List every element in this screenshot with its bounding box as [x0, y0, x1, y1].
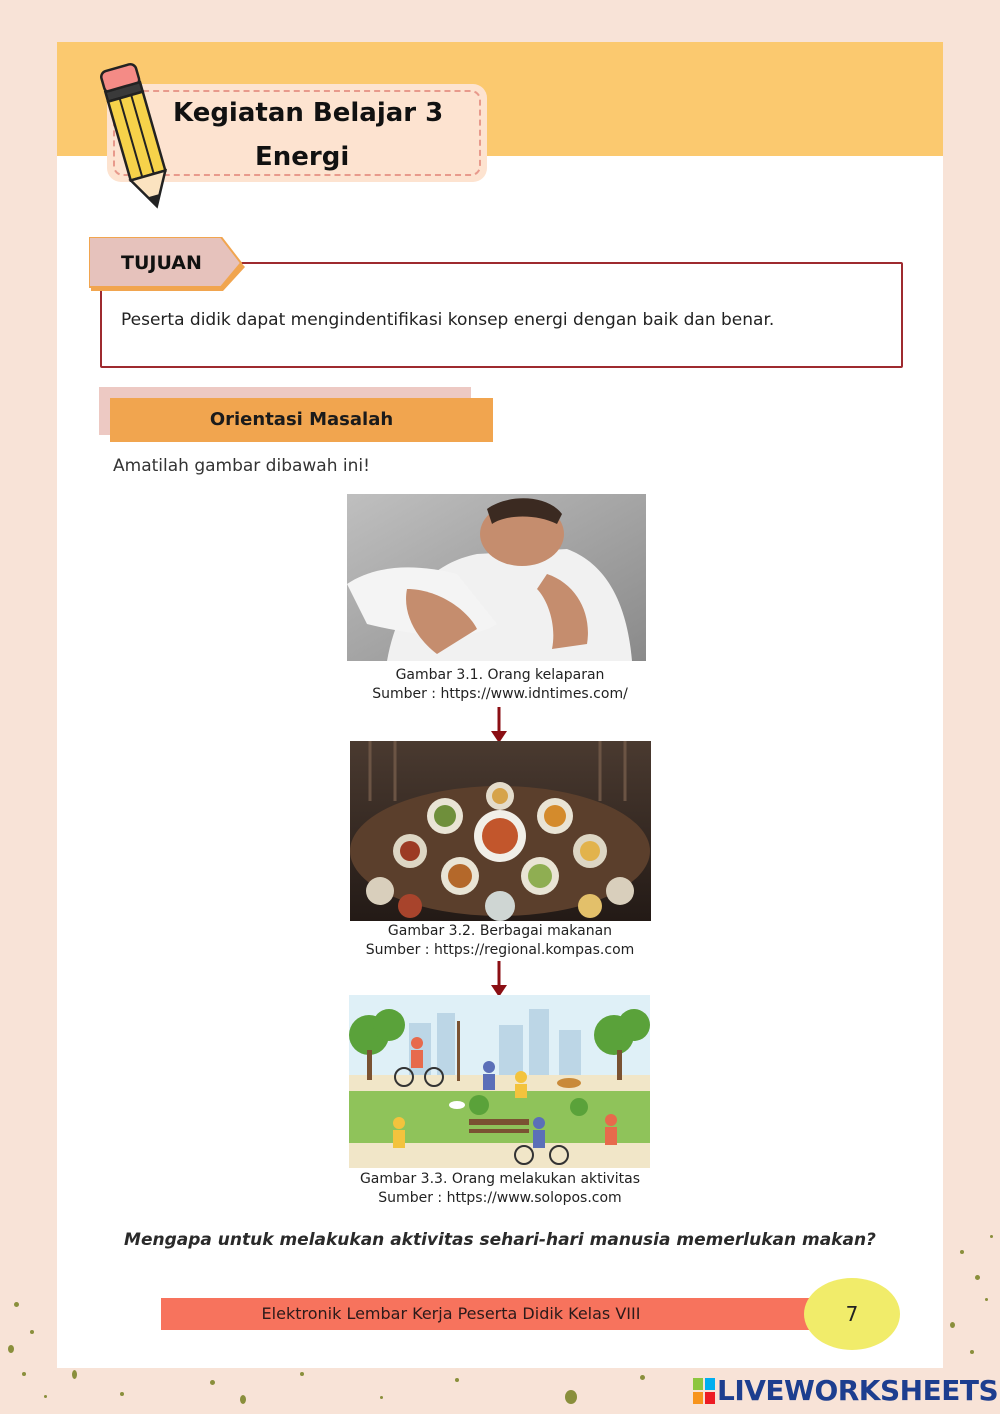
objective-text: Peserta didik dapat mengindentifikasi konsep energi dengan baik dan benar.	[121, 310, 775, 330]
footer-text: Elektronik Lembar Kerja Peserta Didik Kelas VIII	[261, 1304, 641, 1323]
hungry-person-image	[347, 494, 646, 661]
objective-label: TUJUAN	[121, 252, 202, 274]
figure-caption: Gambar 3.2. Berbagai makanan Sumber : https://regional.kompas.com	[365, 923, 635, 958]
figure-caption: Gambar 3.1. Orang kelaparan Sumber : https://www.idntimes.com/	[372, 667, 628, 702]
discussion-question: Mengapa untuk melakukan aktivitas sehari-hari manusia memerlukan makan?	[124, 1230, 876, 1250]
pencil-icon	[87, 57, 187, 217]
instruction-text: Amatilah gambar dibawah ini!	[113, 456, 370, 476]
figure-caption: Gambar 3.3. Orang melakukan aktivitas Sumber : https://www.solopos.com	[359, 1171, 641, 1206]
liveworksheets-icon	[693, 1378, 715, 1404]
park-activity-image	[349, 995, 650, 1168]
section-title: Orientasi Masalah	[209, 409, 394, 430]
worksheet-page	[57, 42, 943, 1368]
food-spread-image	[350, 741, 651, 921]
liveworksheets-logo	[693, 1374, 999, 1408]
lesson-topic: Energi	[255, 142, 350, 172]
lesson-title: Kegiatan Belajar 3	[173, 98, 444, 128]
liveworksheets-wordmark: LIVEWORKSHEETS	[717, 1374, 999, 1407]
page-number: 7	[804, 1278, 900, 1350]
